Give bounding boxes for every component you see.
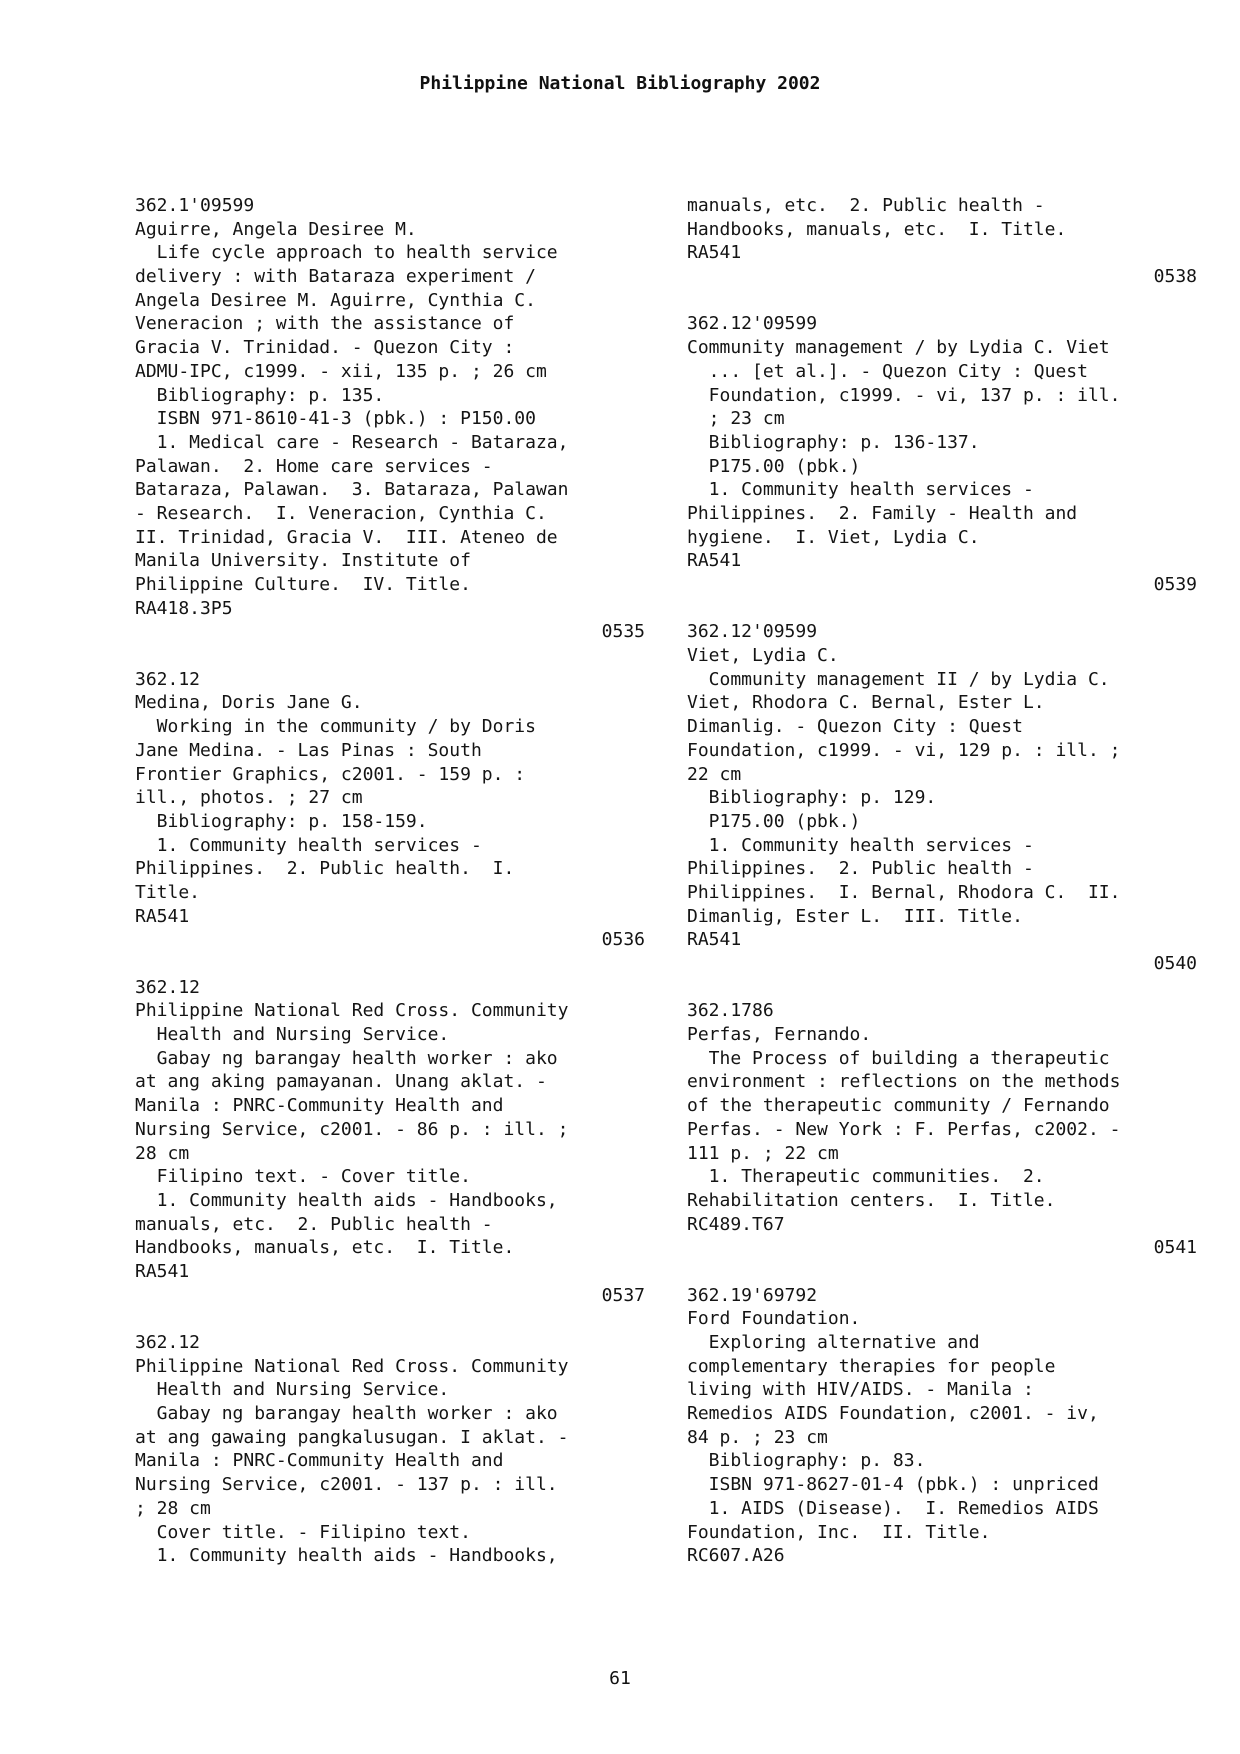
entry-line: Bibliography: p. 135. [135,384,385,406]
entry-line: 362.12 [135,976,201,998]
entry-line: Handbooks, manuals, etc. I. Title. [135,1237,515,1259]
entry-line: 362.12'09599 [687,313,818,335]
entry-line: Gracia V. Trinidad. - Quezon City : [135,337,515,359]
entry-line: living with HIV/AIDS. - Manila : [687,1379,1034,1401]
entry-line: - Research. I. Veneracion, Cynthia C. [135,502,547,524]
entry-line: 1. Community health services - [687,834,1034,856]
entry-line: 362.19'69792 [687,1284,818,1306]
entry-line: 1. Community health services - [687,479,1034,501]
entry-line: RA541 [135,1260,190,1282]
entry-line: delivery : with Bataraza experiment / [135,266,536,288]
left-column [135,194,645,1568]
entry-line: Perfas. - New York : F. Perfas, c2002. - [687,1118,1121,1140]
entry-line: Gabay ng barangay health worker : ako [135,1047,558,1069]
entry-line: complementary therapies for people [687,1355,1056,1377]
entry-line: Health and Nursing Service. [135,1024,450,1046]
blank-line [687,976,1197,1000]
entry-line: Viet, Rhodora C. Bernal, Ester L. [687,692,1045,714]
entry-line: Philippines. 2. Public health - [687,858,1034,880]
entry-line: RA541 [687,550,742,572]
entry-line: Manila : PNRC-Community Health and [135,1450,504,1472]
entry-line: of the therapeutic community / Fernando [687,1095,1110,1117]
entry-line: 1. Community health services - [135,834,482,856]
entry-line: ISBN 971-8610-41-3 (pbk.) : P150.00 [135,408,536,430]
entry-line: Philippine Culture. IV. Title. [135,574,471,595]
entry-line: Bibliography: p. 129. [687,787,937,809]
entry-line: Jane Medina. - Las Pinas : South [135,739,482,761]
entry-line: ill., photos. ; 27 cm [135,787,363,809]
entry-line: ; 28 cm [135,1497,211,1519]
entry-number: 0537 [601,1284,645,1306]
entry-line: 22 cm [687,763,742,785]
entry-line: RC607.A26 [687,1545,785,1567]
blank-line [135,1307,645,1331]
entry-line: Gabay ng barangay health worker : ako [135,1403,558,1425]
entry-line: environment : reflections on the methods [687,1071,1121,1093]
entry-number: 0540 [1153,953,1197,974]
entry-line: Foundation, Inc. II. Title. [687,1521,991,1543]
entry-line: Rehabilitation centers. I. Title. [687,1189,1056,1211]
entry-line: Dimanlig. - Quezon City : Quest [687,716,1023,738]
entry-line: Bibliography: p. 158-159. [135,810,428,832]
entry-line: RA541 [135,905,190,927]
entry-line: 28 cm [135,1142,190,1164]
entry-line: 1. Community health aids - Handbooks, [135,1189,558,1211]
entry-line: hygiene. I. Viet, Lydia C. [687,526,980,548]
entry-line: Angela Desiree M. Aguirre, Cynthia C. [135,289,536,311]
entry-line: Nursing Service, c2001. - 86 p. : ill. ; [135,1118,569,1140]
entry-line: 1. AIDS (Disease). I. Remedios AIDS [687,1497,1099,1519]
entry-line: RA541 [687,242,742,264]
entry-line: ADMU-IPC, c1999. - xii, 135 p. ; 26 cm [135,360,547,382]
entry-line: ... [et al.]. - Quezon City : Quest [687,360,1088,382]
entry-number: 0539 [1153,574,1197,595]
entry-line: Handbooks, manuals, etc. I. Title. [687,218,1067,240]
entry-line: Foundation, c1999. - vi, 137 p. : ill. [687,384,1121,406]
entry-line: RA418.3P5 [135,597,233,619]
entry-line: Working in the community / by Doris [135,716,536,738]
entry-line: RA541 [687,929,742,951]
entry-line: 362.1786 [687,1000,774,1022]
entry-line: at ang gawaing pangkalusugan. I aklat. - [135,1426,569,1448]
entry-line: Life cycle approach to health service [135,242,558,264]
entry-line: Filipino text. - Cover title. [135,1166,471,1188]
blank-line [687,597,1197,621]
entry-line: 111 p. ; 22 cm [687,1142,839,1164]
entry-line: 84 p. ; 23 cm [687,1426,828,1448]
entry-number: 0541 [1153,1237,1197,1259]
entry-line: Philippine National Red Cross. Community [135,1000,569,1022]
blank-line [687,1260,1197,1284]
entry-line: Bibliography: p. 83. [687,1450,926,1472]
entry-line: 362.12 [135,1332,201,1353]
entry-line: Manila University. Institute of [135,550,471,572]
entry-line: ISBN 971-8627-01-4 (pbk.) : unpriced [687,1474,1099,1496]
entry-line: Title. [135,881,201,903]
entry-line: 362.12'09599 [687,621,818,643]
entry-line: at ang aking pamayanan. Unang aklat. - [135,1071,547,1093]
entry-line: 1. Community health aids - Handbooks, [135,1545,558,1567]
entry-line: manuals, etc. 2. Public health - [135,1213,493,1235]
entry-line: Philippines. 2. Public health. I. [135,858,515,880]
entry-line: Aguirre, Angela Desiree M. [135,218,417,240]
entry-line: 1. Therapeutic communities. 2. [687,1166,1045,1188]
entry-line: Philippines. I. Bernal, Rhodora C. II. [687,881,1121,903]
blank-line [687,289,1197,313]
entry-line: Philippine National Red Cross. Community [135,1355,569,1377]
entry-line: Manila : PNRC-Community Health and [135,1095,504,1117]
right-column [687,194,1197,1568]
entry-line: Dimanlig, Ester L. III. Title. [687,905,1023,927]
entry-line: ; 23 cm [687,408,785,430]
entry-line: Health and Nursing Service. [135,1379,450,1401]
entry-line: Viet, Lydia C. [687,645,839,667]
entry-line: Perfas, Fernando. [687,1024,872,1046]
entry-line: Bataraza, Palawan. 3. Bataraza, Palawan [135,479,569,501]
entry-line: Palawan. 2. Home care services - [135,455,493,477]
entry-line: manuals, etc. 2. Public health - [687,195,1045,216]
entry-number: 0535 [601,621,645,643]
entry-line: Exploring alternative and [687,1332,980,1353]
entry-line: Veneracion ; with the assistance of [135,313,515,335]
entry-line: The Process of building a therapeutic [687,1047,1110,1069]
entry-line: 362.12 [135,668,201,690]
entry-line: Frontier Graphics, c2001. - 159 p. : [135,763,526,785]
entry-line: Nursing Service, c2001. - 137 p. : ill. [135,1474,558,1496]
entry-line: Foundation, c1999. - vi, 129 p. : ill. ; [687,739,1121,761]
entry-number: 0536 [601,929,645,951]
entry-line: Philippines. 2. Family - Health and [687,502,1078,524]
page-title: Philippine National Bibliography 2002 [419,73,821,94]
blank-line [135,952,645,976]
entry-line: Cover title. - Filipino text. [135,1521,471,1543]
entry-line: Community management / by Lydia C. Viet [687,337,1110,359]
entry-line: Bibliography: p. 136-137. [687,431,980,453]
page-number: 61 [609,1668,631,1689]
entry-line: RC489.T67 [687,1213,785,1235]
entry-line: Community management II / by Lydia C. [687,668,1110,690]
entry-line: Medina, Doris Jane G. [135,692,363,714]
entry-line: 362.1'09599 [135,195,255,216]
entry-number: 0538 [1153,266,1197,288]
entry-line: 1. Medical care - Research - Bataraza, [135,431,569,453]
entry-line: Ford Foundation. [687,1308,861,1330]
entry-line: II. Trinidad, Gracia V. III. Ateneo de [135,526,558,548]
blank-line [135,644,645,668]
entry-line: P175.00 (pbk.) [687,455,861,477]
entry-line: P175.00 (pbk.) [687,810,861,832]
entry-line: Remedios AIDS Foundation, c2001. - iv, [687,1403,1099,1425]
